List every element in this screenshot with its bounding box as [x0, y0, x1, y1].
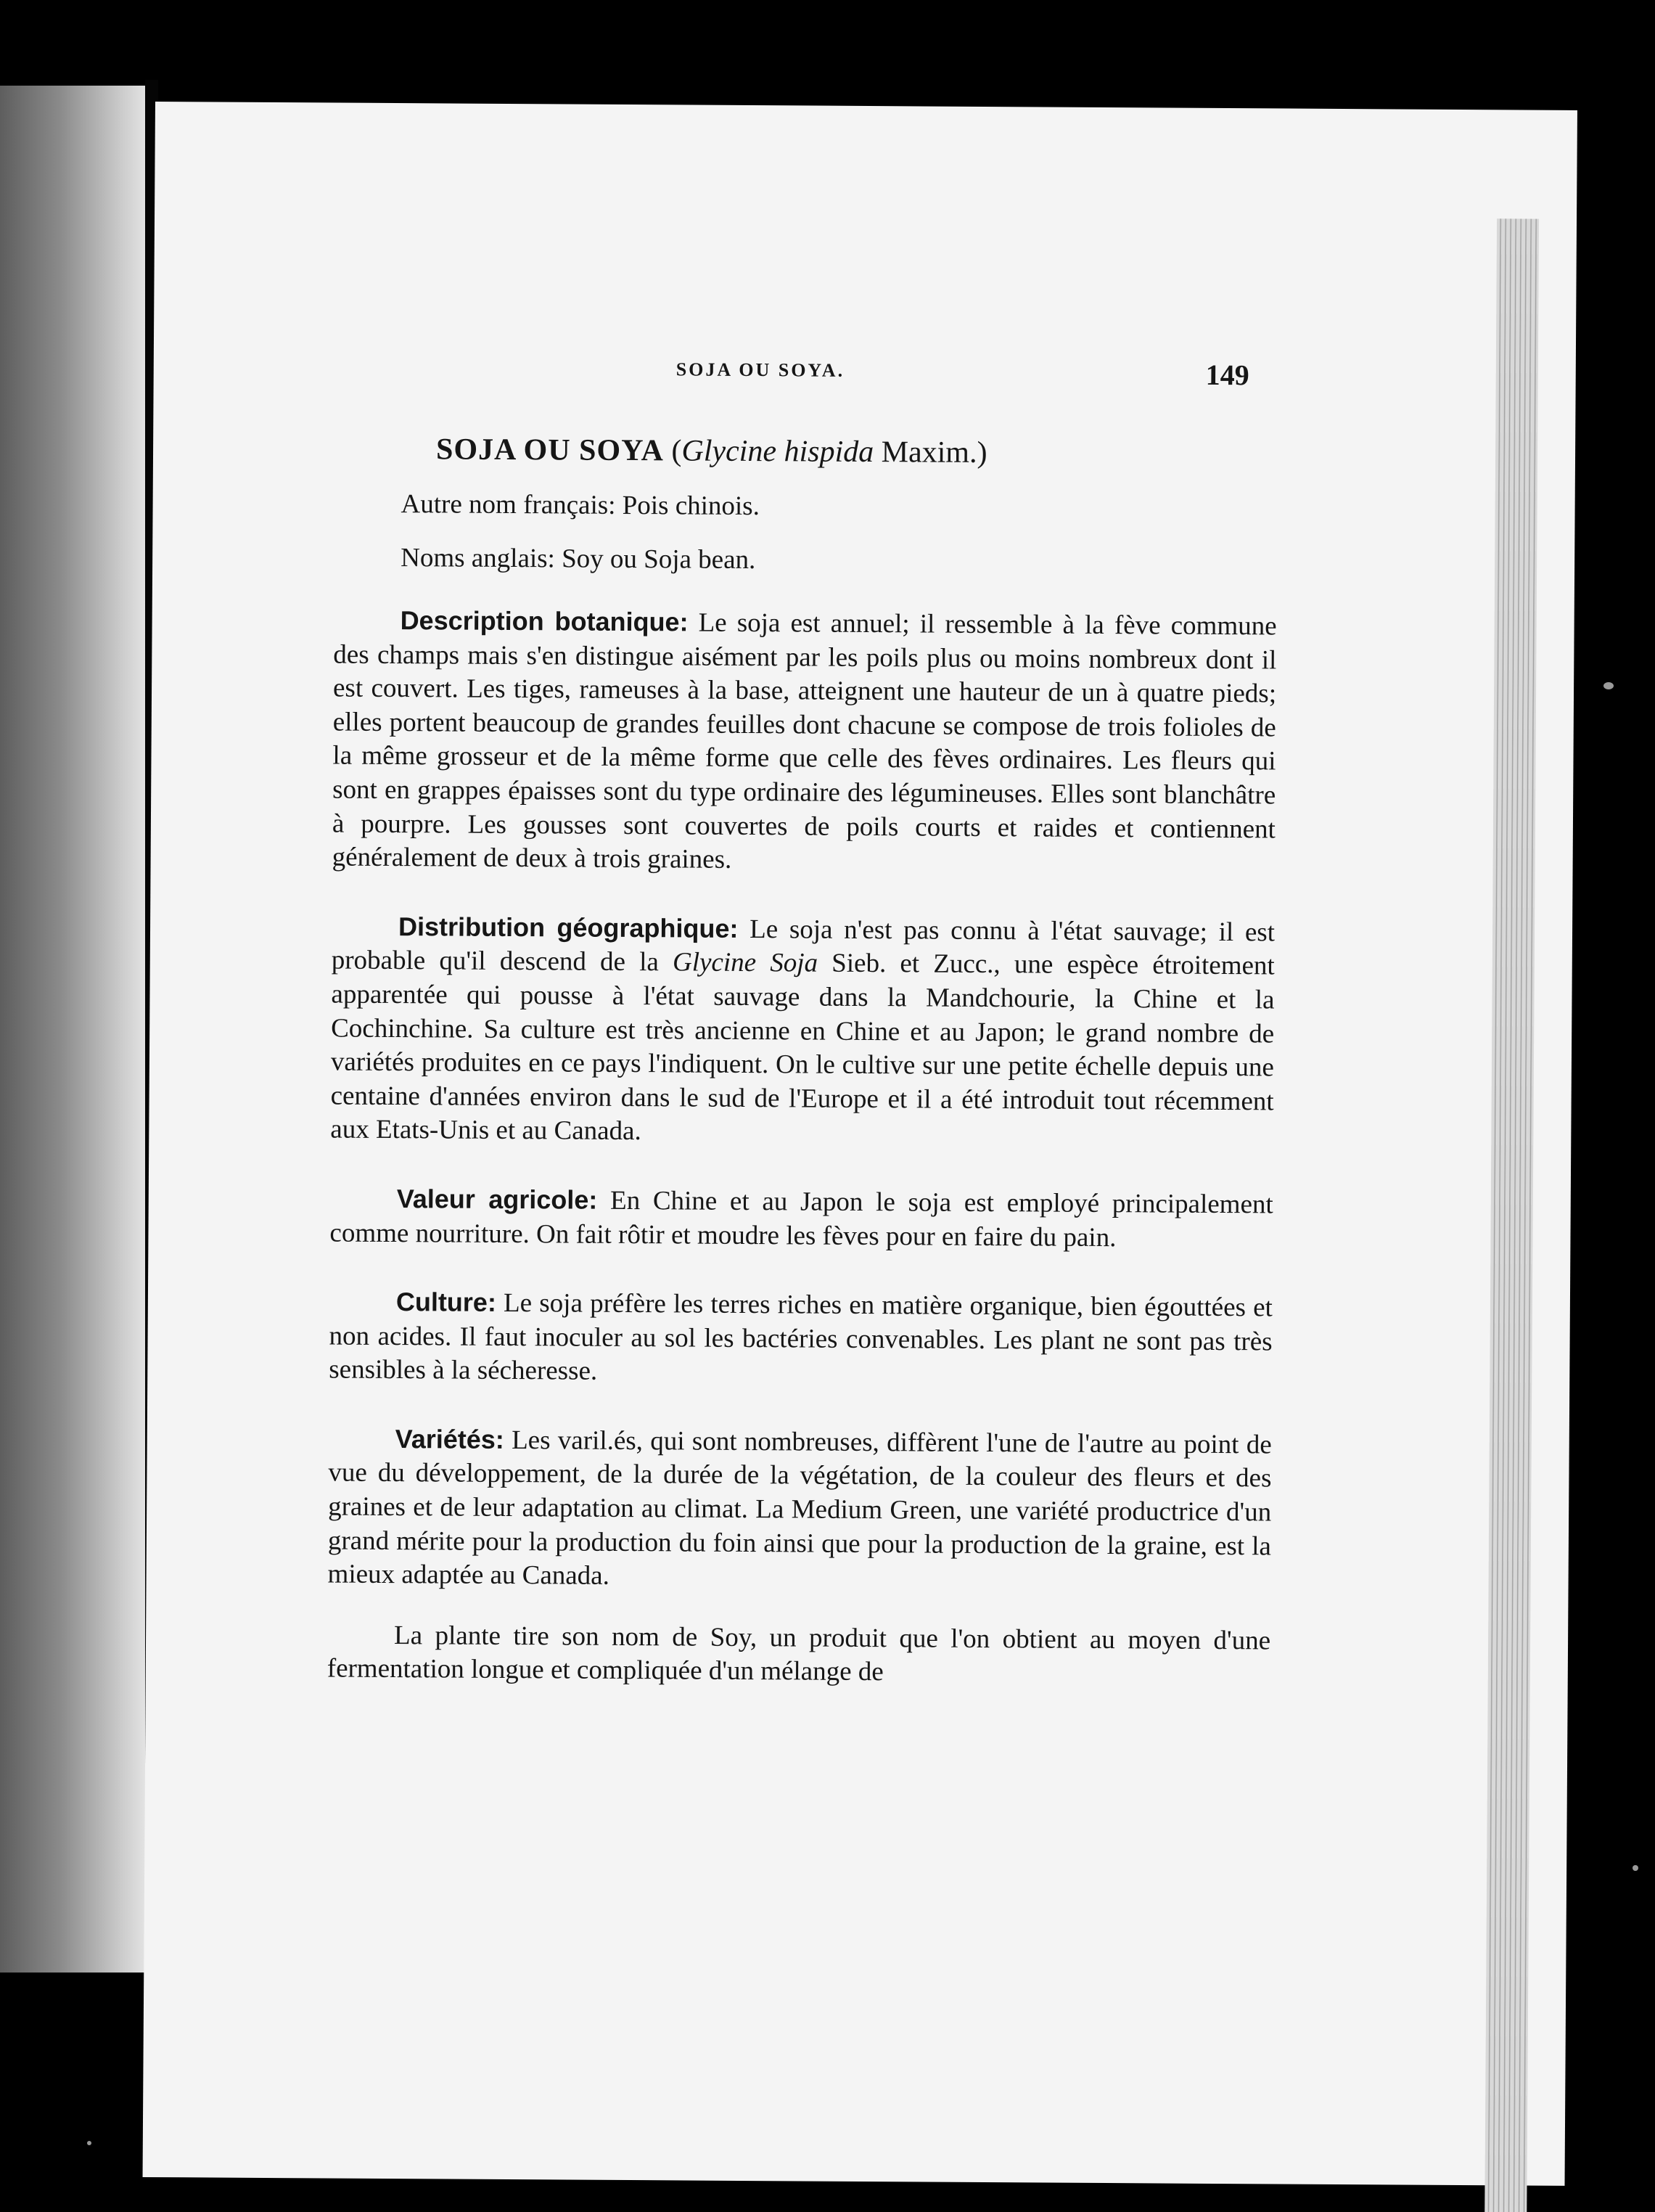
section-text-culture: Le soja préfère les terres riches en matière organique, bien égouttées et non acides. Il faut inoculer au sol les bactéries convenables. Les plant ne sont pas très sensibles à la sécheresse.	[329, 1287, 1273, 1387]
section-label-culture: Culture:	[395, 1287, 497, 1317]
page-stack-edge	[1484, 218, 1539, 2212]
dust-speck	[1633, 1865, 1638, 1871]
other-french-name: Autre nom français: Pois chinois.	[401, 489, 760, 522]
section-text-varietes: Les varil.és, qui sont nombreuses, diffèrent l'une de l'autre au point de vue du développement, de la durée de la végétation, de la couleur des fleurs et des graines et de leur adaptation au climat. La Medium Green, une variété productrice d'un grand mérite pour la production du foin ainsi que pour la production de la graine, est la mieux adaptée au Canada.	[327, 1425, 1272, 1592]
section-text-distribution-2: Sieb. et Zucc., une espèce étroitement apparentée qui pousse à l'état sauvage dans la Mandchourie, la Chine et la Cochinchine. Sa culture est très ancienne en Chine et au Japon; le grand nombre de variétés produites en ce pays l'indiquent. On le cultive sur une petite échelle depuis une centaine d'années environ dans le sud de l'Europe et il a été introduit tout récemment aux Etats-Unis et au Canada.	[330, 948, 1275, 1147]
english-names: Noms anglais: Soy ou Soja bean.	[401, 543, 756, 575]
page-text	[327, 357, 1278, 1719]
paragraph-continuation: La plante tire son nom de Soy, un produit que l'on obtient au moyen d'une fermentation longue et compliquée d'un mélange de	[327, 1620, 1271, 1687]
dust-speck	[87, 2141, 91, 2145]
section-text-distribution-italic: Glycine Soja	[672, 947, 818, 978]
title-scientific-name: Glycine hispida	[681, 434, 874, 470]
section-label-description: Description botanique:	[400, 605, 689, 637]
article-title	[436, 431, 1278, 472]
section-description	[332, 604, 1276, 881]
left-page-edge	[0, 86, 149, 1973]
book-page	[143, 102, 1577, 2186]
title-open-paren: (	[663, 434, 682, 468]
section-text-description: Le soja est annuel; il ressemble à la fève commune des champs mais s'en distingue aisément par les poils plus ou moins nombreux dont il est couvert. Les tiges, rameuses à la base, atteignent une hauteur de un à quatre pieds; elles portent beaucoup de grandes feuilles dont chacune se compose de trois folioles de la même grosseur et de la même forme que celle des fèves ordinaires. Les fleurs qui sont en grappes épaisses sont du type ordinaire des légumineuses. Elles sont blanchâtre à pourpre. Les gousses sont couvertes de poils courts et raides et contiennent généralement de deux à trois graines.	[332, 607, 1277, 875]
section-distribution	[330, 909, 1275, 1152]
section-varietes	[327, 1422, 1271, 1597]
running-head-title: SOJA OU SOYA.	[675, 359, 845, 381]
section-text-distribution-1: Le soja n'est pas connu à l'état sauvage; il est probable qu'il descend de la	[331, 914, 1276, 978]
title-authority: Maxim.)	[874, 435, 987, 470]
section-culture	[329, 1285, 1273, 1393]
section-label-distribution: Distribution géographique:	[398, 911, 739, 943]
section-label-varietes: Variétés:	[395, 1423, 504, 1454]
section-text-valeur: En Chine et au Japon le soja est employé principalement comme nourriture. On fait rôtir et moudre les fèves pour en faire du pain.	[329, 1185, 1273, 1253]
section-label-valeur: Valeur agricole:	[396, 1183, 598, 1215]
section-valeur	[329, 1181, 1273, 1255]
running-head	[334, 357, 1278, 406]
dust-speck	[1603, 682, 1614, 689]
title-common-name: SOJA OU SOYA	[435, 433, 665, 468]
page-number: 149	[1205, 358, 1249, 392]
